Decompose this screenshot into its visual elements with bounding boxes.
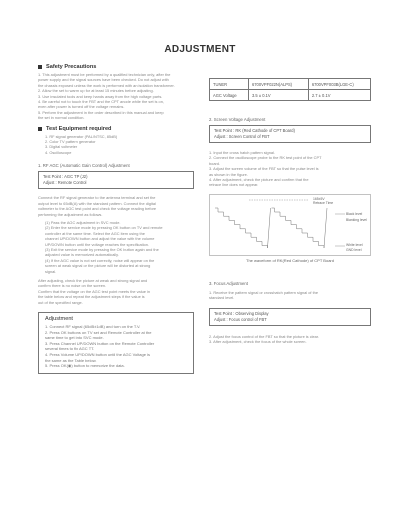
screen-heading: 2. Screen Voltage Adjustment: [209, 117, 266, 122]
focus-heading: 3. Focus Adjustment: [209, 280, 248, 286]
agc-note-line: (2) Enter the service mode by pressing OK button on TV and remote: [45, 225, 163, 231]
left-column: [38, 64, 194, 374]
focus-testpoint: Test Point : Observing Display: [214, 310, 269, 316]
focus-intro-line: standard level.: [209, 295, 235, 301]
agc-note-line: screen at weak signal or the picture will be distorted at strong: [45, 263, 151, 269]
agc-intro-line: output level to 65dB(A) with the standard pattern. Connect the digital: [38, 200, 156, 206]
screen-step-line: 4. After adjustment, check the picture and confirm that the: [209, 177, 309, 183]
screen-testpoint: Test Point : RK (Red Cathode of CPT Board): [214, 128, 295, 133]
adjustment-heading: Adjustment: [45, 316, 73, 322]
table-row-label: AGC Voltage: [210, 90, 249, 101]
safety-heading: [38, 64, 194, 70]
equipment-heading: [38, 126, 194, 132]
table-cell: 2.7 ± 0.1V: [308, 90, 370, 101]
safety-line: the chassis exposed unless the work is performed with an isolation transformer.: [38, 82, 175, 88]
agc-note-line: controller at the same time. Select the AGC item using the: [45, 230, 145, 236]
square-bullet-icon: [38, 127, 42, 131]
safety-line: even after power is turned off the voltage remains.: [38, 104, 125, 110]
safety-line: the set in normal condition.: [38, 115, 85, 121]
equipment-list: [38, 134, 194, 156]
agc-note-line: (4) If the AGC value is not set correctly, noise will appear on the: [45, 257, 155, 263]
agc-notes: [38, 220, 194, 274]
waveform-gnd-label: GND level: [346, 247, 362, 252]
equipment-line: 1. RF signal generator (PAL/NTSC, 85dB): [45, 133, 118, 139]
waveform-black-label: Black level: [346, 211, 363, 216]
table-header-cell: 6700VPF022N(ALPS): [249, 79, 309, 90]
agc-note-line: (3) Exit the service mode by pressing the OK button again and the: [45, 246, 159, 252]
safety-line: 3. Use insulated tools and keep hands away from the high voltage parts.: [38, 93, 163, 99]
adjustment-step: 1. Connect RF signal (65dB±1dB) and turn on the T.V.: [45, 324, 141, 329]
agc-voltage-table: [209, 78, 371, 101]
agc-note-line: channel UP/DOWN button and adjust the value with the volume: [45, 236, 155, 242]
waveform-level-label: 165±5V: [313, 196, 325, 201]
table-header-cell: 6700VPF003B(LGE-C): [308, 79, 370, 90]
agc-intro: [38, 195, 194, 217]
safety-line: power supply and the signal sources have been checked. Do not adjust with: [38, 77, 169, 83]
focus-step-line: 2. Adjust the focus control of the FBT so that the picture is clear.: [209, 333, 320, 339]
equipment-heading-text: Test Equipment required: [46, 125, 112, 132]
equipment-line: 2. Color TV pattern generator: [45, 139, 96, 145]
focus-steps: [209, 334, 371, 345]
screen-step-line: as shown in the figure.: [209, 171, 248, 177]
agc-note-line: UP/DOWN button until the voltage reaches the specification.: [45, 241, 150, 247]
rk-waveform-figure: [209, 194, 371, 256]
agc-adjust: Adjust : Remote Control: [43, 180, 87, 186]
focus-testpoint-box: [209, 308, 371, 326]
agc-heading: 1. RF AGC (Automatic Gain Control) Adjustment: [38, 163, 130, 169]
safety-line: 1. This adjustment must be performed by a qualified technician only, after the: [38, 72, 171, 77]
focus-step-line: 3. After adjustment, check the focus of the whole screen.: [209, 339, 307, 345]
screen-step-line: board.: [209, 160, 221, 166]
agc-extra-line: out of the specified range.: [38, 299, 83, 305]
adjustment-step: 4. Press Volume UP/DOWN button until the AGC Voltage is: [45, 351, 150, 357]
agc-intro-line: performing the adjustment as follows.: [38, 211, 103, 217]
adjustment-step: 5. Press OK(◉) button to memorize the data.: [45, 363, 125, 369]
adjustment-step: 2. Press OK buttons on TV set and Remote Controller at the: [45, 329, 152, 335]
agc-testpoint-box: [38, 171, 194, 189]
safety-list: [38, 72, 194, 121]
focus-intro: [209, 290, 371, 301]
square-bullet-icon: [38, 65, 42, 69]
screen-step-line: 2. Connect the oscilloscope probe to the RK test point of the CPT: [209, 155, 322, 161]
adjustment-step: 3. Press Channel UP/DOWN button on the Remote Controller: [45, 340, 155, 346]
screen-steps: [209, 150, 371, 188]
agc-extra: [38, 278, 194, 305]
agc-testpoint: Test Point : AGC TP (J2): [43, 174, 88, 180]
safety-line: 4. Be careful not to touch the FBT and the CPT anode while the set is on,: [38, 99, 164, 105]
safety-heading-text: Safety Precautions: [46, 64, 97, 70]
screen-step-line: 1. Input the cross hatch pattern signal.: [209, 150, 275, 155]
agc-note-line: signal.: [45, 268, 57, 274]
agc-intro-line: voltmeter to the AGC test point and check the voltage reading before: [38, 206, 157, 212]
adjustment-step: several times to fix AGC TT.: [45, 346, 95, 352]
agc-intro-line: Connect the RF signal generator to the antenna terminal and set the: [38, 195, 156, 201]
equipment-line: 4. Oscilloscope: [45, 149, 72, 155]
waveform-white-label: White level: [346, 242, 363, 247]
screen-step-line: 3. Adjust the screen volume of the FBT so that the pulse level is: [209, 166, 319, 172]
focus-adjust: Adjust : Focus control of FBT: [214, 316, 267, 322]
right-column: [209, 78, 371, 344]
agc-extra-line: confirm there is no noise on the screen.: [38, 283, 107, 289]
table-row: [210, 90, 371, 101]
table-row: [210, 79, 371, 90]
waveform-blank-label: Blanking level: [346, 217, 367, 222]
equipment-line: 3. Digital voltmeter: [45, 144, 78, 150]
screen-adjust: Adjust : Screen Control of FBT: [214, 134, 270, 139]
waveform-retrace-label: Retrace Time: [313, 200, 334, 205]
adjustment-step: same time to get into SVC mode.: [45, 335, 104, 341]
adjustment-step: the same as the Table below.: [45, 357, 97, 363]
waveform-caption: The waveform of RK(Red Cathode) of CPT Board: [246, 257, 334, 263]
agc-extra-line: After adjusting, check the picture at weak and strong signal and: [38, 277, 148, 283]
table-header-cell: TUNER: [210, 79, 249, 90]
agc-extra-line: Confirm that the voltage on the AGC test point meets the value in: [38, 288, 151, 294]
safety-line: 2. Allow the set to warm up for at least 15 minutes before adjusting.: [38, 88, 154, 94]
table-cell: 3.5 ± 0.1V: [249, 90, 309, 101]
agc-extra-line: the table below and repeat the adjustment steps if the value is: [38, 294, 145, 300]
page-title: ADJUSTMENT: [164, 44, 236, 55]
agc-note-line: adjusted value is memorized automatically.: [45, 252, 119, 258]
safety-line: 5. Perform the adjustment in the order described in this manual and keep: [38, 109, 164, 115]
agc-note-line: (1) Pass the AGC adjustment in SVC mode.: [45, 219, 121, 225]
screen-step-line: retrace line does not appear.: [209, 182, 259, 188]
focus-intro-line: 1. Receive the pattern signal or crosshatch pattern signal of the: [209, 289, 319, 295]
screen-testpoint-box: [209, 125, 371, 143]
adjustment-box: [38, 312, 194, 374]
